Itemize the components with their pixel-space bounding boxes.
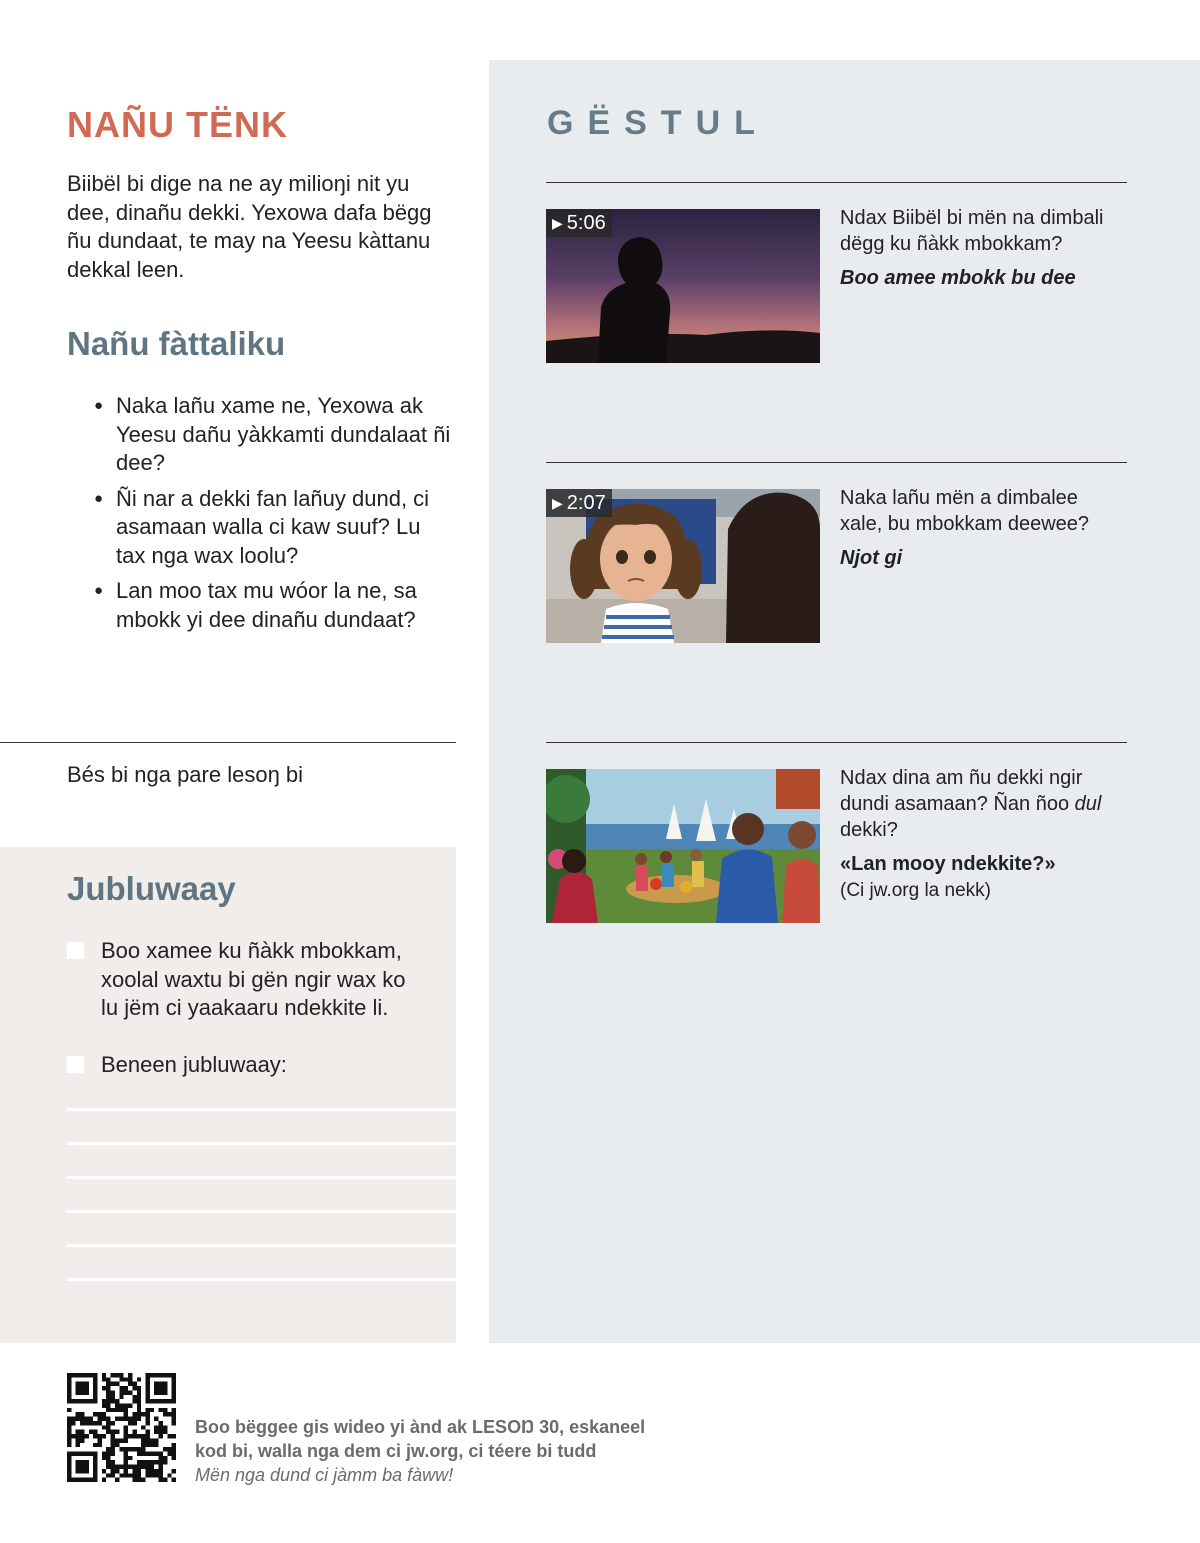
video-duration: ▶ 5:06: [546, 209, 612, 237]
review-question: ● Naka lañu xame ne, Yexowa ak Yeesu dañu yàkkamti dundalaat ñi dee?: [94, 392, 454, 478]
goal-title: Jubluwaay: [67, 870, 236, 907]
media-item: [840, 765, 1125, 903]
footer-line: Boo bëggee gis wideo yi ànd ak LESOŊ 30, eskaneel: [195, 1417, 646, 1437]
goal-item-text: Beneen jubluwaay:: [101, 1052, 287, 1077]
media-title-link[interactable]: Boo amee mbokk bu dee: [840, 267, 1076, 289]
play-icon: ▶: [552, 215, 563, 231]
media-question: Ndax Biibël bi mën na dimbali dëgg ku ñàkk mbokkam?: [840, 207, 1104, 255]
divider: [546, 462, 1127, 463]
summary-text: Biibël bi dige na ne ay milioŋi nit yu dee, dinañu dekki. Yexowa dafa bëgg ñu dundaat, te may na Yeesu kàttanu dekkal leen.: [67, 171, 432, 282]
divider: [546, 182, 1127, 183]
summary-title: NAÑU TËNK: [67, 104, 288, 145]
book-title: Mën nga dund ci jàmm ba fàww!: [195, 1465, 454, 1485]
article-thumbnail[interactable]: [546, 769, 820, 923]
discover-title: GËSTUL: [547, 104, 769, 142]
media-question: Naka lañu mën a dimbalee xale, bu mbokkam deewee?: [840, 487, 1090, 535]
review-title: Nañu fàttaliku: [67, 325, 286, 362]
goal-checkbox[interactable]: [67, 942, 84, 959]
footer-line: kod bi, walla nga dem ci jw.org, ci téere bi tudd: [195, 1441, 597, 1461]
writing-line[interactable]: [67, 1244, 456, 1247]
goal-item: [67, 1051, 427, 1080]
qr-code[interactable]: [67, 1373, 176, 1482]
review-question: ● Lan moo tax mu wóor la ne, sa mbokk yi dee dinañu dundaat?: [94, 577, 454, 634]
video-duration: ▶ 2:07: [546, 489, 612, 517]
writing-line[interactable]: [67, 1176, 456, 1179]
media-title-link[interactable]: «Lan mooy ndekkite?»: [840, 853, 1056, 875]
media-title-link[interactable]: Njot gi: [840, 547, 903, 569]
media-item: [840, 205, 1125, 291]
preparation-date-prompt: Bés bi nga pare lesoŋ bi: [67, 762, 304, 787]
goal-checkbox[interactable]: [67, 1056, 84, 1073]
review-question: ● Ñi nar a dekki fan lañuy dund, ci asamaan walla ci kaw suuf? Lu tax nga wax loolu?: [94, 485, 454, 571]
writing-line[interactable]: [67, 1108, 456, 1111]
footer-note: [195, 1415, 655, 1487]
goal-panel: [0, 847, 456, 1343]
writing-line[interactable]: [67, 1278, 456, 1281]
writing-line[interactable]: [67, 1142, 456, 1145]
divider: [0, 742, 456, 743]
play-icon: ▶: [552, 495, 563, 511]
review-list: [94, 392, 454, 641]
media-item: [840, 485, 1125, 571]
goal-item-text: Boo xamee ku ñàkk mbokkam, xoolal waxtu bi gën ngir wax ko lu jëm ci yaakaaru ndekkite li.: [101, 938, 406, 1020]
media-question: Ndax dina am ñu dekki ngir dundi asamaan? Ñan ñoo dul dekki?: [840, 767, 1102, 841]
goal-item: [67, 937, 427, 1023]
divider: [546, 742, 1127, 743]
paradise-gathering-image: [546, 769, 820, 923]
video-thumbnail[interactable]: [546, 209, 820, 363]
writing-line[interactable]: [67, 1210, 456, 1213]
video-thumbnail[interactable]: [546, 489, 820, 643]
media-source-note: (Ci jw.org la nekk): [840, 880, 991, 901]
